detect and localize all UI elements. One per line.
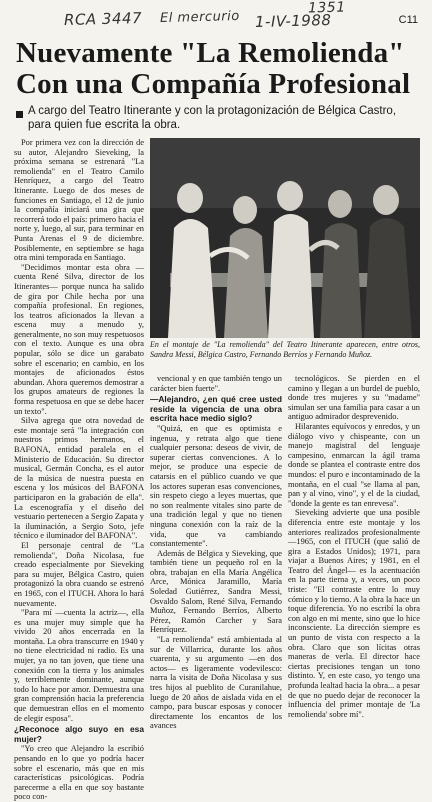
paragraph: "Yo creo que Alejandro la escribió pensando en lo que yo podría hacer sobre el escenario, más que en mis características psicológicas. Podría parecerme a ella en que soy bastante poco con-	[14, 744, 144, 802]
paragraph: "Decidimos montar esta obra —cuenta René Silva, director de los Itinerantes— porque nunca ha salido de gira por Chile hecha por una compañía profesional. En regiones, los teatros aficionados la llevan a escena muy a menudo y, generalmente, no son muy respetuosos con el texto. Aunque es una obra popular, sólo se dice un garabato sobre el escenario; en cambio, en los montajes de aficionados éstos abundan. Ahora queremos demostrar a los grupos amateurs de regiones la forma respetuosa en que se debe hacer un texto".	[14, 262, 144, 416]
article-column-3	[288, 374, 420, 719]
paragraph: Hilarantes equívocos y enredos, y un diálogo vivo y chispeante, con un manejo magistral del lenguaje campesino, enmarcan la ágil trama donde se plantea el contraste entre dos mundos: el puro e incontaminado de la montaña, en el cual "se llama al pan, pan y al vino, vino", y el de la ciudad, "donde la gente es tan enrevesa".	[288, 421, 420, 508]
headline-line-2: Con una Compañía Profesional	[16, 68, 411, 100]
paragraph: "Quizá, en que es optimista e ingenua, y retrata algo que tiene cualquier persona: deseos de vivir, de superar ciertas convenciones. A lo mejor, se produce una especie de catarsis en el público cuando ve que los actores superan esas convenciones, sin respeto ciego a leyes muertas, que no son realmente vitales sino parte de una tradición legal y que no tienen ninguna conexión con la raíz de la vida, que va cambiando constantemente".	[150, 423, 282, 549]
deck-subheading: A cargo del Teatro Itinerante y con la protagonización de Bélgica Castro, para quien fue escrita la obra.	[28, 105, 397, 131]
headline-line-1: Nuevamente "La Remolienda"	[16, 37, 405, 69]
paragraph: Por primera vez con la dirección de su autor, Alejandro Sieveking, la próxima semana se estrenará "La remolienda" en el Teatro Camilo Henríquez, a cargo del Teatro Itinerante. Luego de dos meses de funciones en Santiago, el 12 de junio la compañía iniciará una gira que recorrerá todo el país: primero hacia el norte y, luego, al sur, para terminar en Punta Arenas el 9 de diciembre. Posiblemente, en septiembre se haga otra mini temporada en Santiago.	[14, 138, 144, 263]
handwritten-date: 1-IV-1988	[254, 11, 332, 31]
stage-photo	[150, 138, 420, 338]
paragraph: tecnológicos. Se pierden en el camino y llegan a un burdel de pueblo, donde tres mujeres y su "madame" simulan ser una familia para casar a un antiguo admirador desprevenido.	[288, 374, 420, 422]
page-mark: C11	[398, 14, 418, 26]
paragraph: "La remolienda" está ambientada al sur de Villarrica, durante los años cuarenta, y su argumento —en dos actos— es ligeramente vodevilesco: narra la visita de Doña Nicolasa y sus tres hijos al pueblito de Curanilahue, luego de 20 años de aislada vida en el campo, para buscar esposas y conocer directamente los encantos de los avances	[150, 635, 282, 731]
paragraph: El personaje central de "La remolienda", Doña Nicolasa, fue creado especialmente por Sieveking para su mujer, Bélgica Castro, quien protagonizó la obra cuando se estrenó en 1965, con el ITUCH. Ahora lo hará nuevamente.	[14, 540, 144, 608]
paragraph: "Para mí —cuenta la actriz—, ella es una mujer muy simple que ha vivido 20 años encerrada en la montaña. La obra transcurre en 1940 y no tiene electricidad ni radio. Es una mujer, ya no tan joven, que tiene una conexión con la tierra y los animales y, terriblemente dominante, aunque todo lo hace por amor. Demuestra una gran comprensión hacia la preferencia que demuestran ellos en el momento de elegir esposa".	[14, 608, 144, 723]
handwritten-newspaper-name: El mercurio	[159, 8, 240, 27]
headline	[16, 38, 420, 100]
bullet-square-icon	[16, 111, 23, 118]
interview-question: ¿Reconoce algo suyo en esa mujer?	[14, 724, 144, 744]
handwritten-clip-id: 1351	[307, 0, 346, 17]
handwritten-reference: RCA 3447	[63, 8, 143, 30]
stage-photo-image	[150, 138, 420, 338]
article-column-2	[150, 374, 282, 731]
paragraph: Además de Bélgica y Sieveking, que también tiene un pequeño rol en la obra, trabajan en ella María Angélica Arce, Mónica Jaramillo, María Soledad Gutiérrez, Sandra Messi, Osvaldo Salom, René Silva, Fernando Muñoz, Fernando Berríos, Alberto Pérez, Ramón Carcher y Sara Henríquez.	[150, 548, 282, 635]
interview-question: —Alejandro, ¿en qué cree usted reside la vigencia de una obra escrita hace medio siglo?	[150, 394, 282, 424]
photo-caption: En el montaje de "La remolienda" del Teatro Itinerante aparecen, entre otros, Sandra Messi, Bélgica Castro, Fernando Berríos y Fernando Muñoz.	[150, 340, 420, 359]
paragraph: vencional y en que también tengo un carácter bien fuerte".	[150, 374, 282, 393]
paragraph: Silva agrega que otra novedad de este montaje será "la integración con nuestros primos hermanos, el BAFONA, entidad paralela en el Ministerio de Educación. Su director musical, Germán Concha, es el autor de la música de nuestra puesta en escena y los músicos del BAFONA participaron en la grabación de ella". La escenografía y el diseño del vestuario pertenecen a Sergio Zapata y la iluminación, a Sergio Soto, jefe técnico e iluminador del BAFONA".	[14, 416, 144, 541]
article-column-1	[14, 138, 144, 802]
paragraph: Sieveking advierte que una posible diferencia entre este montaje y los anteriores realizados profesionalmente —1965, con el ITUCH (que salió de gira a Estados Unidos); 1971, para viajar a Buenos Aires; y 1981, en el Teatro del Ángel— es la acentuación en la parte tierna y, a veces, un poco triste: "El contraste entre lo muy cómico y lo tierno. A la obra la hace un toque diferencia. Yo no escribí la obra con algo en mi mente, sino que lo hice inconsciente. La dirección siempre es un punto de vista con respecto a la obra. Claro que son lícitas otras maneras de verla. El director hace ciertas precisiones tengan un tono distinto. Y, en este caso, yo tengo una profunda lealtad hacia la obra... a pesar de que no puedo dejar de reconocer la influencia del primer montaje de 'La remolienda' sobre mí".	[288, 508, 420, 719]
